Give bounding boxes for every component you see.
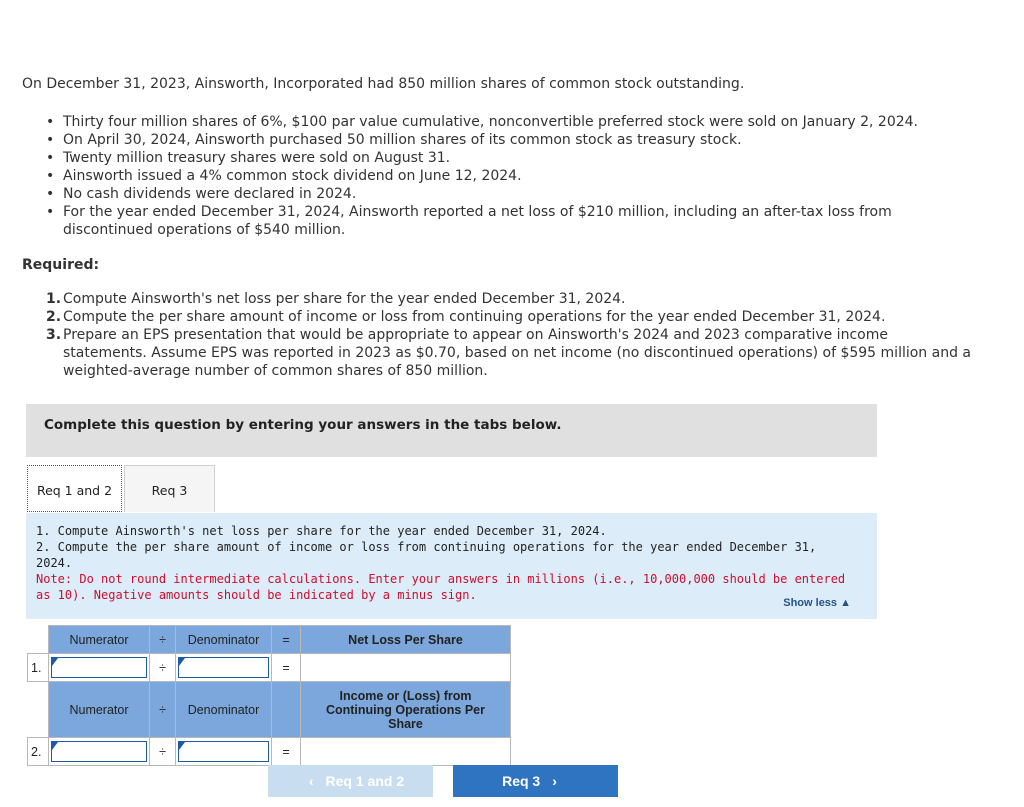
fact-item: • Thirty four million shares of 6%, $100 par value cumulative, nonconvertible preferred stock were sold on January 2, 2024. [46, 113, 946, 131]
tab-label: Req 1 and 2 [36, 483, 113, 498]
eps-table [27, 625, 511, 766]
net-loss-per-share-value [301, 654, 511, 682]
panel-instructions [36, 523, 856, 603]
prev-button-label: Req 1 and 2 [325, 773, 405, 789]
fact-item: • For the year ended December 31, 2024, Ainsworth reported a net loss of $210 million, including an after-tax loss from discontinued operations of $540 million. [46, 203, 946, 239]
divide-symbol: ÷ [150, 626, 176, 654]
continuing-ops-per-share-header: Income or (Loss) from Continuing Operations Per Share [301, 682, 511, 738]
denominator-field-2[interactable] [178, 741, 269, 762]
panel-line-1: 1. Compute Ainsworth's net loss per share for the year ended December 31, 2024. [36, 524, 607, 538]
instruction-banner [26, 404, 877, 457]
equals-symbol: = [272, 626, 301, 654]
divide-symbol: ÷ [150, 682, 176, 738]
requirement-number: 2. [46, 309, 62, 325]
requirement-item [46, 290, 976, 308]
chevron-right-icon: › [552, 773, 557, 789]
chevron-left-icon: ‹ [308, 773, 314, 789]
fact-item: • On April 30, 2024, Ainsworth purchased 50 million shares of its common stock as treasury stock. [46, 131, 946, 149]
requirement-number: 3. [46, 327, 62, 343]
facts-list [46, 113, 946, 239]
net-loss-per-share-header: Net Loss Per Share [301, 626, 511, 654]
tab-req-3[interactable] [124, 465, 215, 512]
divide-symbol: ÷ [150, 738, 176, 766]
next-button-label: Req 3 [502, 773, 541, 789]
tab-panel [26, 513, 877, 619]
fact-item: • Twenty million treasury shares were sold on August 31. [46, 149, 946, 167]
required-heading: Required: [22, 257, 100, 273]
denominator-input-1[interactable] [176, 654, 272, 682]
divide-symbol: ÷ [150, 654, 176, 682]
denominator-header: Denominator [176, 626, 272, 654]
continuing-ops-per-share-value [301, 738, 511, 766]
denominator-header: Denominator [176, 682, 272, 738]
next-tab-button[interactable] [453, 765, 618, 797]
equals-symbol: = [272, 654, 301, 682]
problem-intro: On December 31, 2023, Ainsworth, Incorporated had 850 million shares of common stock outstanding. [22, 76, 745, 92]
triangle-up-icon: ▲ [840, 597, 851, 609]
show-less-label: Show less [783, 597, 838, 609]
equals-symbol: = [272, 738, 301, 766]
numerator-header: Numerator [49, 626, 150, 654]
tab-label: Req 3 [151, 483, 188, 498]
fact-item: • Ainsworth issued a 4% common stock dividend on June 12, 2024. [46, 167, 946, 185]
numerator-header: Numerator [49, 682, 150, 738]
panel-line-2: 2. Compute the per share amount of income or loss from continuing operations for the year ended December 31, 2024. [36, 540, 817, 570]
numerator-input-1[interactable] [49, 654, 150, 682]
requirement-item [46, 326, 976, 380]
row-number: 1. [28, 654, 49, 682]
requirement-text: Compute Ainsworth's net loss per share for the year ended December 31, 2024. [63, 291, 626, 307]
denominator-input-2[interactable] [176, 738, 272, 766]
requirement-text: Compute the per share amount of income or loss from continuing operations for the year ended December 31, 2024. [63, 309, 886, 325]
tab-req-1-and-2[interactable] [27, 465, 122, 512]
numerator-field-2[interactable] [51, 741, 147, 762]
banner-text: Complete this question by entering your answers in the tabs below. [44, 417, 562, 433]
requirement-number: 1. [46, 291, 62, 307]
requirements-list [46, 290, 976, 380]
panel-note: Note: Do not round intermediate calculations. Enter your answers in millions (i.e., 10,000,000 should be entered as 10). Negative amounts should be indicated by a minus sign. [36, 572, 846, 602]
show-less-link[interactable] [783, 597, 851, 609]
numerator-input-2[interactable] [49, 738, 150, 766]
fact-item: • No cash dividends were declared in 2024. [46, 185, 946, 203]
row-number: 2. [28, 738, 49, 766]
requirement-item [46, 308, 976, 326]
numerator-field-1[interactable] [51, 657, 147, 678]
denominator-field-1[interactable] [178, 657, 269, 678]
prev-tab-button[interactable] [268, 765, 433, 797]
requirement-text: Prepare an EPS presentation that would be appropriate to appear on Ainsworth's 2024 and 2023 comparative income statements. Assume EPS was reported in 2023 as $0.70, based on net income (no discontinued operations) of $595 million and a weighted-average number of common shares of 850 million. [63, 327, 971, 379]
